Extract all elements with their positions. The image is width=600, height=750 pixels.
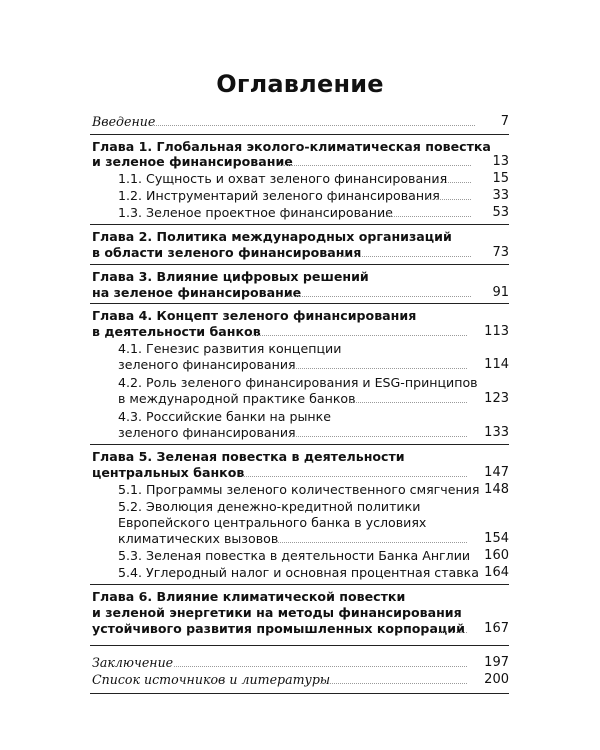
toc-entry-text: 5.1. Программы зеленого количественного смягчения: [118, 482, 480, 497]
toc-entry-text: 1.1. Сущность и охват зеленого финансирования: [118, 171, 448, 186]
toc-section-5-2-cont2[interactable]: [90, 530, 509, 547]
toc-chapter-6[interactable]: [90, 588, 509, 605]
leader-dots: [286, 436, 467, 437]
leader-dots: [282, 296, 471, 297]
toc-entry-text: зеленого финансирования: [118, 425, 296, 440]
toc-entry-text: и зеленой энергетики на методы финансирования: [92, 605, 462, 620]
toc-page-number: 13: [492, 154, 509, 169]
toc-entry-text: Глава 3. Влияние цифровых решений: [92, 269, 369, 284]
toc-entry-text: 5.4. Углеродный налог и основная процентная ставка: [118, 565, 480, 580]
toc-entry-text: Глава 1. Глобальная эколого-климатическая повестка: [92, 139, 491, 154]
leader-dots: [320, 683, 467, 684]
toc-page-number: 7: [500, 114, 509, 129]
toc-page-number: 164: [484, 565, 509, 580]
toc-entry-text: 5.3. Зеленая повестка в деятельности Банка Англии: [118, 548, 471, 563]
toc-page-number: 148: [484, 482, 509, 497]
toc-entry-text: 4.2. Роль зеленого финансирования и ESG-принципов: [118, 375, 478, 390]
toc-entry-text: Европейского центрального банка в условиях: [118, 515, 427, 530]
toc-entry-text: Введение: [92, 114, 156, 129]
leader-dots: [434, 182, 471, 183]
leader-dots: [152, 125, 475, 126]
toc-entry-text: в области зеленого финансирования: [92, 245, 362, 260]
toc-chapter-2[interactable]: [90, 228, 509, 245]
toc-section-4-1[interactable]: [90, 340, 509, 357]
toc-entry-text: 4.1. Генезис развития концепции: [118, 341, 342, 356]
toc-entry-text: Список источников и литературы: [92, 672, 331, 687]
toc-chapter-3-cont[interactable]: [90, 284, 509, 301]
toc-entry-text: 1.2. Инструментарий зеленого финансирования: [118, 188, 440, 203]
toc-page-number: 200: [484, 672, 509, 687]
toc-section-5-2[interactable]: [90, 498, 509, 515]
toc-page-number: 147: [484, 465, 509, 480]
leader-dots: [436, 632, 467, 633]
leader-dots: [338, 256, 471, 257]
toc-chapter-3[interactable]: [90, 268, 509, 285]
toc-section-1-2[interactable]: [90, 187, 509, 204]
toc-chapter-5-cont[interactable]: [90, 464, 509, 481]
page-title: Оглавление: [216, 70, 384, 98]
toc-entry-text: 5.2. Эволюция денежно-кредитной политики: [118, 499, 421, 514]
leader-dots: [466, 559, 467, 560]
section-divider: [90, 303, 509, 304]
section-divider: [90, 134, 509, 135]
toc-page-number: 197: [484, 655, 509, 670]
toc-page-number: 114: [484, 357, 509, 372]
toc-section-4-2-cont[interactable]: [90, 390, 509, 407]
leader-dots: [174, 666, 467, 667]
toc-entry-intro[interactable]: [90, 113, 509, 130]
toc-page-number: 15: [492, 171, 509, 186]
toc-section-4-3-cont[interactable]: [90, 424, 509, 441]
section-divider: [90, 264, 509, 265]
leader-dots: [286, 368, 467, 369]
leader-dots: [270, 165, 471, 166]
toc-entry-references[interactable]: [90, 671, 509, 688]
leader-dots: [350, 402, 467, 403]
toc-section-5-3[interactable]: [90, 547, 509, 564]
leader-dots: [276, 542, 467, 543]
toc-page-number: 154: [484, 531, 509, 546]
leader-dots: [242, 476, 467, 477]
toc-entry-text: и зеленое финансирование: [92, 154, 293, 169]
toc-entry-text: 4.3. Российские банки на рынке: [118, 409, 332, 424]
toc-entry-text: зеленого финансирования: [118, 357, 296, 372]
section-divider: [90, 584, 509, 585]
toc-entry-text: климатических вызовов: [118, 531, 279, 546]
toc-page-number: 113: [484, 324, 509, 339]
toc-page-number: 33: [492, 188, 509, 203]
toc-chapter-1-cont[interactable]: [90, 153, 509, 170]
leader-dots: [466, 493, 467, 494]
leader-dots: [250, 335, 467, 336]
toc-entry-text: Глава 6. Влияние климатической повестки: [92, 589, 406, 604]
toc-entry-text: Заключение: [92, 655, 174, 670]
toc-entry-text: Глава 2. Политика международных организаций: [92, 229, 452, 244]
toc-section-1-3[interactable]: [90, 204, 509, 221]
toc-section-5-4[interactable]: [90, 564, 509, 581]
toc-page-number: 160: [484, 548, 509, 563]
toc-entry-conclusion[interactable]: [90, 654, 509, 671]
toc-section-5-1[interactable]: [90, 481, 509, 498]
toc-section-4-3[interactable]: [90, 408, 509, 425]
toc-chapter-6-cont2[interactable]: [90, 620, 509, 637]
toc-section-5-2-cont1[interactable]: [90, 514, 509, 531]
toc-page-number: 91: [492, 285, 509, 300]
section-divider: [90, 224, 509, 225]
toc-entry-text: Глава 5. Зеленая повестка в деятельности: [92, 449, 405, 464]
toc-page-number: 53: [492, 205, 509, 220]
toc-section-4-1-cont[interactable]: [90, 356, 509, 373]
toc-page-number: 73: [492, 245, 509, 260]
section-divider: [90, 444, 509, 445]
toc-chapter-5[interactable]: [90, 448, 509, 465]
toc-chapter-4-cont[interactable]: [90, 323, 509, 340]
toc-entry-text: устойчивого развития промышленных корпораций: [92, 621, 465, 636]
toc-chapter-4[interactable]: [90, 307, 509, 324]
toc-chapter-2-cont[interactable]: [90, 244, 509, 261]
toc-page-number: 123: [484, 391, 509, 406]
toc-page-number: 133: [484, 425, 509, 440]
section-divider: [90, 645, 509, 646]
toc-chapter-6-cont1[interactable]: [90, 604, 509, 621]
leader-dots: [466, 576, 467, 577]
toc-entry-text: центральных банков: [92, 465, 245, 480]
section-divider: [90, 693, 509, 694]
leader-dots: [380, 216, 471, 217]
toc-entry-text: в деятельности банков: [92, 324, 261, 339]
toc-entry-text: Глава 4. Концепт зеленого финансирования: [92, 308, 417, 323]
toc-section-4-2[interactable]: [90, 374, 509, 391]
toc-section-1-1[interactable]: [90, 170, 509, 187]
toc-entry-text: 1.3. Зеленое проектное финансирование: [118, 205, 393, 220]
toc-page-number: 167: [484, 621, 509, 636]
toc-entry-text: на зеленое финансирование: [92, 285, 302, 300]
leader-dots: [426, 199, 471, 200]
toc-entry-text: в международной практике банков: [118, 391, 356, 406]
